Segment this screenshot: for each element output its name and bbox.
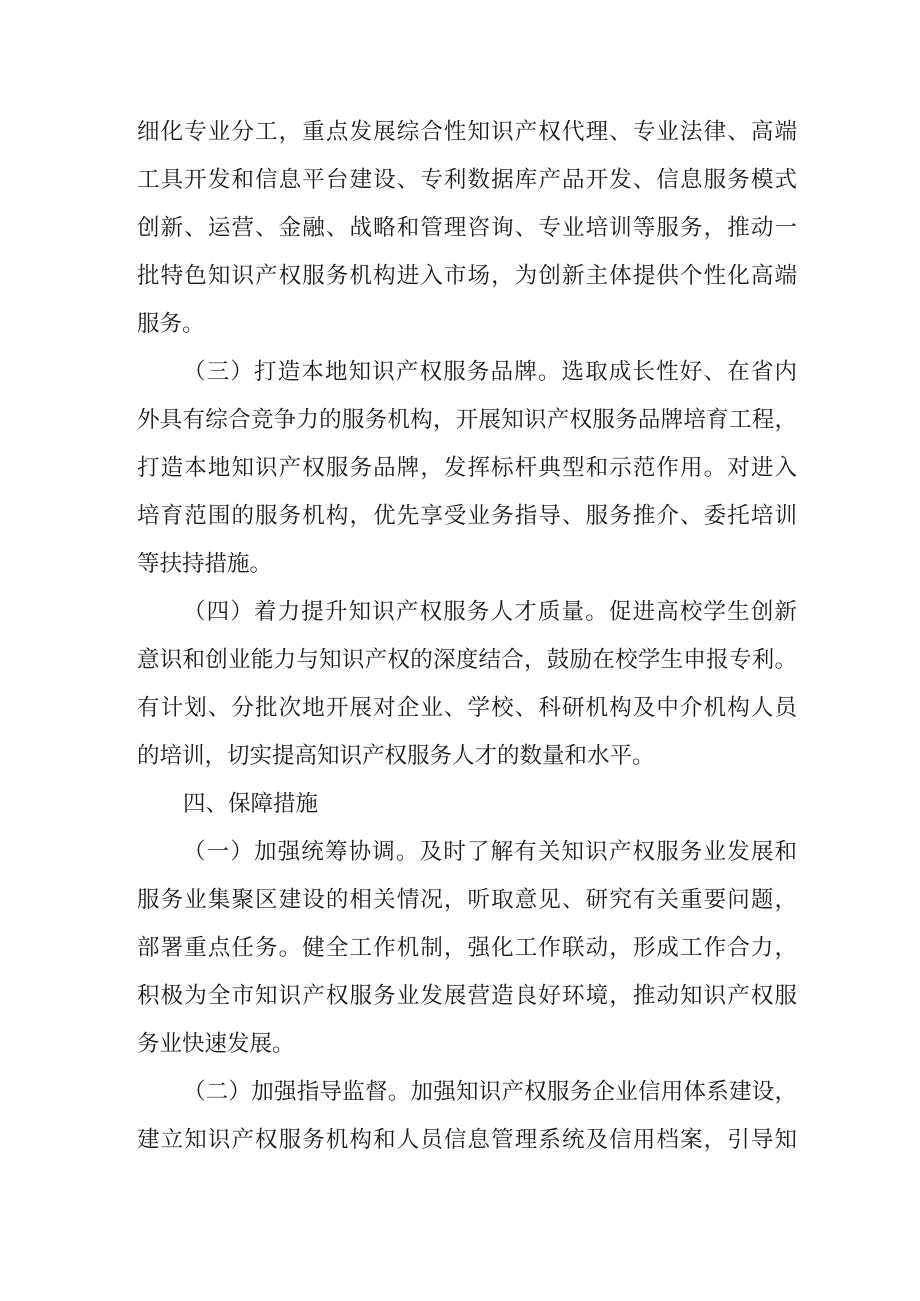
paragraph-line: 打造本地知识产权服务品牌，发挥标杆典型和示范作用。对进入 <box>137 455 797 481</box>
section-heading-line: （三）打造本地知识产权服务品牌。选取成长性好、在省内 <box>183 359 797 385</box>
paragraph-line: 细化专业分工，重点发展综合性知识产权代理、专业法律、高端 <box>137 119 797 145</box>
paragraph-line: 建立知识产权服务机构和人员信息管理系统及信用档案，引导知 <box>137 1127 797 1153</box>
paragraph-line: 有计划、分批次地开展对企业、学校、科研机构及中介机构人员 <box>137 695 797 721</box>
section-heading-line: （四）着力提升知识产权服务人才质量。促进高校学生创新 <box>183 599 797 625</box>
section-heading-line: （二）加强指导监督。加强知识产权服务企业信用体系建设， <box>183 1079 797 1105</box>
paragraph-line: 意识和创业能力与知识产权的深度结合，鼓励在校学生申报专利。 <box>137 647 797 673</box>
paragraph-line: 服务业集聚区建设的相关情况，听取意见、研究有关重要问题， <box>137 887 797 913</box>
paragraph-line: 服务。 <box>137 311 205 337</box>
paragraph-line: 的培训，切实提高知识产权服务人才的数量和水平。 <box>137 743 655 769</box>
section-heading-line: （一）加强统筹协调。及时了解有关知识产权服务业发展和 <box>183 839 797 865</box>
paragraph-line: 积极为全市知识产权服务业发展营造良好环境，推动知识产权服 <box>137 983 797 1009</box>
paragraph-line: 等扶持措施。 <box>137 551 273 577</box>
chapter-heading: 四、保障措施 <box>183 791 319 817</box>
paragraph-line: 批特色知识产权服务机构进入市场，为创新主体提供个性化高端 <box>137 263 797 289</box>
paragraph-line: 部署重点任务。健全工作机制，强化工作联动，形成工作合力， <box>137 935 797 961</box>
paragraph-line: 外具有综合竞争力的服务机构，开展知识产权服务品牌培育工程， <box>137 407 797 433</box>
paragraph-line: 工具开发和信息平台建设、专利数据库产品开发、信息服务模式 <box>137 167 797 193</box>
paragraph-line: 培育范围的服务机构，优先享受业务指导、服务推介、委托培训 <box>137 503 797 529</box>
paragraph-line: 创新、运营、金融、战略和管理咨询、专业培训等服务，推动一 <box>137 215 797 241</box>
paragraph-line: 务业快速发展。 <box>137 1031 295 1057</box>
